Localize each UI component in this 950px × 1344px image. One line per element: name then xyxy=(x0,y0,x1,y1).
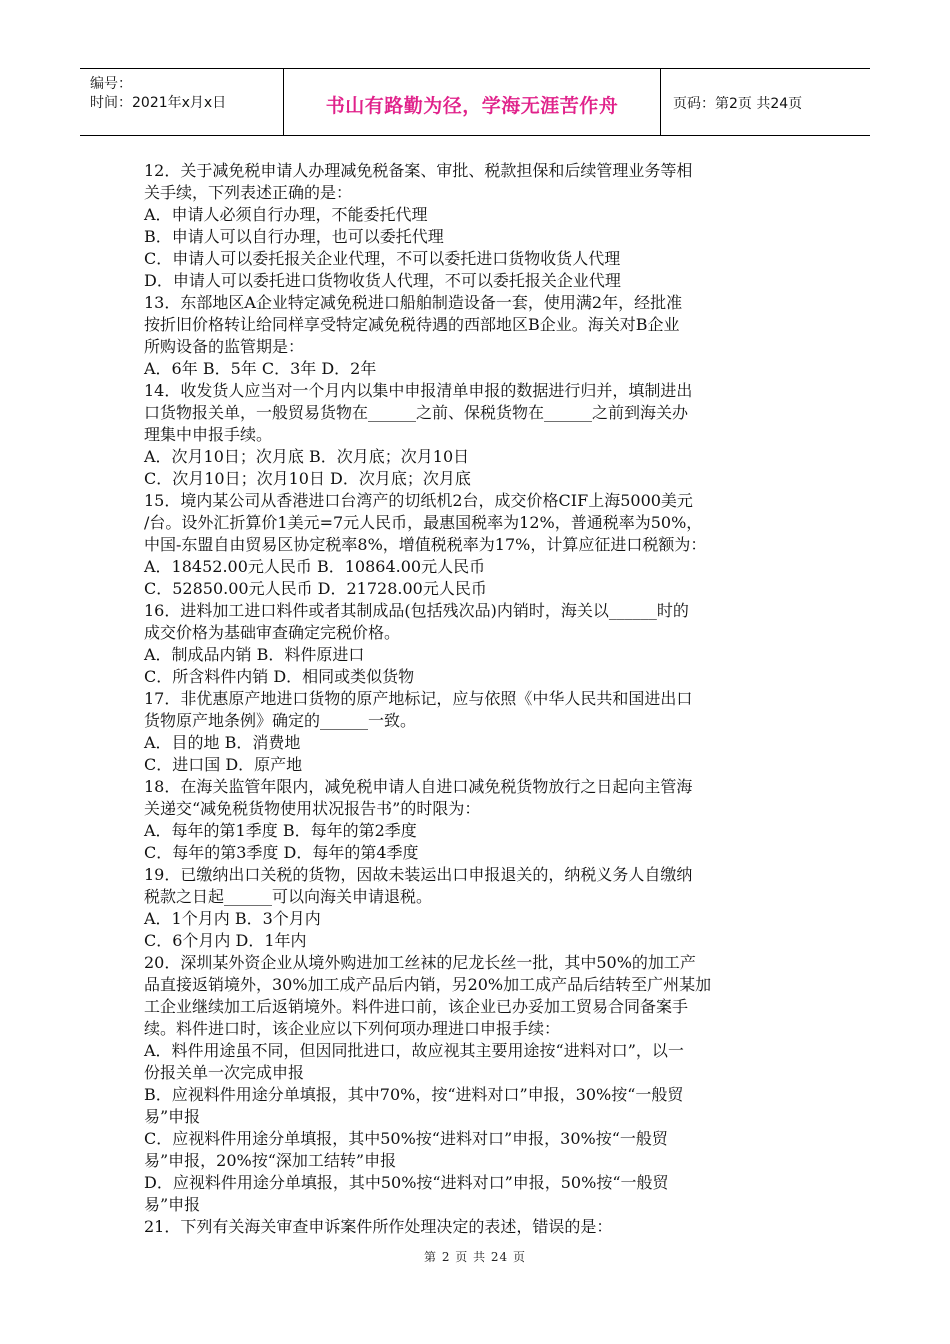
text-line: A．制成品内销 B．料件原进口 xyxy=(144,645,365,664)
text-line: C．申请人可以委托报关企业代理，不可以委托进口货物收货人代理 xyxy=(144,249,621,268)
text-line: 份报关单一次完成申报 xyxy=(144,1063,305,1082)
text-line: 税款之日起______可以向海关申请退税。 xyxy=(144,887,433,906)
text-line: 所购设备的监管期是： xyxy=(144,337,305,356)
header-motto: 书山有路勤为径，学海无涯苦作舟 xyxy=(325,95,619,117)
text-line: 按折旧价格转让给同样享受特定减免税待遇的西部地区B企业。海关对B企业 xyxy=(144,315,680,334)
text-line: 易”申报，20%按“深加工结转”申报 xyxy=(144,1151,397,1170)
text-line: 12．关于减免税申请人办理减免税备案、审批、税款担保和后续管理业务等相 xyxy=(144,161,693,180)
text-line: 成交价格为基础审查确定完税价格。 xyxy=(144,623,401,642)
text-line: 20．深圳某外资企业从境外购进加工丝袜的尼龙长丝一批，其中50%的加工产 xyxy=(144,953,696,972)
text-line: A．每年的第1季度 B．每年的第2季度 xyxy=(144,821,417,840)
text-line: C．6个月内 D．1年内 xyxy=(144,931,307,950)
text-line: C．进口国 D．原产地 xyxy=(144,755,303,774)
text-line: 中国-东盟自由贸易区协定税率8%，增值税税率为17%，计算应征进口税额为： xyxy=(144,535,707,554)
text-line: A．目的地 B．消费地 xyxy=(144,733,301,752)
header-page-code: 页码：第2页 共24页 xyxy=(673,96,803,112)
text-line: C．应视料件用途分单填报，其中50%按“进料对口”申报，30%按“一般贸 xyxy=(144,1129,668,1148)
document-number-label: 编号： xyxy=(90,76,132,92)
text-line: C．次月10日；次月10日 D．次月底；次月底 xyxy=(144,469,471,488)
page-footer: 第 2 页 共 24 页 xyxy=(424,1250,526,1264)
text-line: 品直接返销境外，30%加工成产品后内销，另20%加工成产品后结转至广州某加 xyxy=(144,975,712,994)
text-line: 关递交“减免税货物使用状况报告书”的时限为： xyxy=(144,799,481,818)
header-right-cell xyxy=(661,69,870,135)
text-line: A．料件用途虽不同，但因同批进口，故应视其主要用途按“进料对口”，以一 xyxy=(144,1041,684,1060)
text-line: 14．收发货人应当对一个月内以集中申报清单申报的数据进行归并，填制进出 xyxy=(144,381,693,400)
text-line: C．每年的第3季度 D．每年的第4季度 xyxy=(144,843,419,862)
text-line: A．1个月内 B．3个月内 xyxy=(144,909,321,928)
text-line: B．申请人可以自行办理，也可以委托代理 xyxy=(144,227,444,246)
text-line: 18．在海关监管年限内，减免税申请人自进口减免税货物放行之日起向主管海 xyxy=(144,777,693,796)
text-line: D．应视料件用途分单填报，其中50%按“进料对口”申报，50%按“一般贸 xyxy=(144,1173,669,1192)
text-line: 关手续，下列表述正确的是： xyxy=(144,183,353,202)
document-date-label: 时间：2021年x月x日 xyxy=(90,95,227,111)
text-line: 口货物报关单，一般贸易货物在______之前、保税货物在______之前到海关办 xyxy=(144,403,689,422)
text-line: 21．下列有关海关审查申诉案件所作处理决定的表述，错误的是： xyxy=(144,1217,613,1236)
page-header xyxy=(80,68,870,136)
document-body xyxy=(144,160,810,1238)
text-line: 货物原产地条例》确定的______一致。 xyxy=(144,711,417,730)
header-middle-cell xyxy=(284,69,661,135)
text-line: D．申请人可以委托进口货物收货人代理，不可以委托报关企业代理 xyxy=(144,271,621,290)
text-line: 续。料件进口时，该企业应以下列何项办理进口申报手续： xyxy=(144,1019,561,1038)
text-line: A．6年 B．5年 C．3年 D．2年 xyxy=(144,359,377,378)
text-line: 理集中申报手续。 xyxy=(144,425,273,444)
text-line: 易”申报 xyxy=(144,1195,201,1214)
text-line: 13．东部地区A企业特定减免税进口船舶制造设备一套，使用满2年，经批准 xyxy=(144,293,683,312)
text-line: 17．非优惠原产地进口货物的原产地标记，应与依照《中华人民共和国进出口 xyxy=(144,689,693,708)
text-line: A．申请人必须自行办理，不能委托代理 xyxy=(144,205,428,224)
text-line: 工企业继续加工后返销境外。料件进口前，该企业已办妥加工贸易合同备案手 xyxy=(144,997,689,1016)
text-line: 16．进料加工进口料件或者其制成品(包括残次品)内销时，海关以______时的 xyxy=(144,601,689,620)
text-line: B．应视料件用途分单填报，其中70%，按“进料对口”申报，30%按“一般贸 xyxy=(144,1085,684,1104)
text-line: A．18452.00元人民币 B．10864.00元人民币 xyxy=(144,557,486,576)
text-line: /台。设外汇折算价1美元=7元人民币，最惠国税率为12%，普通税率为50%， xyxy=(144,513,703,532)
text-line: 15．境内某公司从香港进口台湾产的切纸机2台，成交价格CIF上海5000美元 xyxy=(144,491,693,510)
text-line: C．所含料件内销 D．相同或类似货物 xyxy=(144,667,415,686)
text-line: A．次月10日；次月底 B．次月底；次月10日 xyxy=(144,447,470,466)
text-line: 易”申报 xyxy=(144,1107,201,1126)
text-line: 19．已缴纳出口关税的货物，因故未装运出口申报退关的，纳税义务人自缴纳 xyxy=(144,865,693,884)
text-line: C．52850.00元人民币 D．21728.00元人民币 xyxy=(144,579,487,598)
header-left-cell xyxy=(80,69,284,135)
